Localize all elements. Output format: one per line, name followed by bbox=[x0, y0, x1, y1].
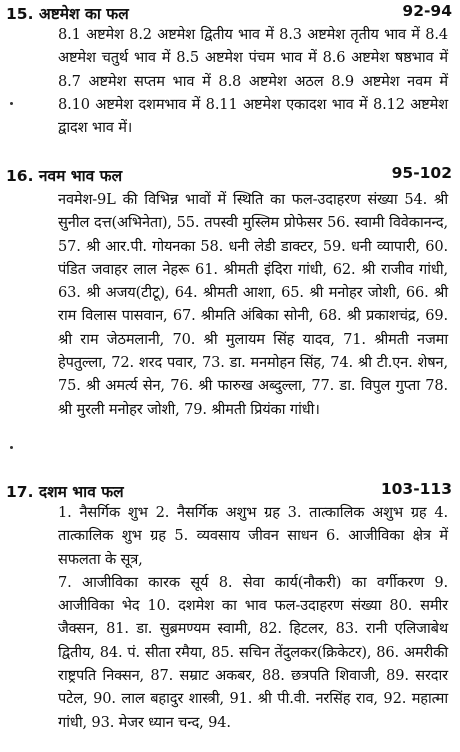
section-title: 15. अष्टमेश का फल bbox=[6, 5, 129, 23]
page-range: 95-102 bbox=[391, 164, 452, 182]
section-body-part-2: 7. आजीविका कारक सूर्य 8. सेवा कार्य(नौकरी) का वर्गीकरण 9. आजीविका भेद 10. दशमेश का भाव फल-उदाहरण संख्या 80. समीर जैक्सन, 81. डा. सुब्रमण्यम स्वामी, 82. हिटलर, 83. रानी एलिजाबेथ द्वितीय, 84. पं. सीता रमैया, 85. सचिन तेंदुलकर(क्रिकेटर), 86. अमरीकी राष्ट्रपति निक्सन, 87. सम्राट अकबर, 88. छत्रपति शिवाजी, 89. सरदार पटेल, 90. लाल बहादुर शास्त्री, 91. श्री पी.वी. नरसिंह राव, 92. महात्मा गांधी, 93. मेजर ध्यान चन्द, 94. bbox=[58, 573, 449, 731]
section-body bbox=[58, 501, 448, 734]
section-heading bbox=[0, 164, 460, 184]
section-body: नवमेश-9L की विभिन्न भावों में स्थिति का फल-उदाहरण संख्या 54. श्री सुनील दत्त(अभिनेता), 55. तपस्वी मुस्लिम प्रोफेसर 56. स्वामी विवेकानन्द, 57. श्री आर.पी. गोयनका 58. धनी लेडी डाक्टर, 59. धनी व्यापारी, 60. पंडित जवाहर लाल नेहरू 61. श्रीमती इंदिरा गांधी, 62. श्री राजीव गांधी, 63. श्री अजय(टीटू), 64. श्रीमती आशा, 65. श्री मनोहर जोशी, 66. श्री राम विलास पासवान, 67. श्रीमति अंबिका सोनी, 68. श्री प्रकाशचंद्र, 69. श्री राम जेठमलानी, 70. श्री मुलायम सिंह यादव, 71. श्रीमती नजमा हेपतुल्ला, 72. शरद पवार, 73. डा. मनमोहन सिंह, 74. श्री टी.एन. शेषन, 75. श्री अमर्त्य सेन, 76. श्री फारुख अब्दुल्ला, 77. डा. विपुल गुप्ता 78. श्री मुरली मनोहर जोशी, 79. श्रीमती प्रियंका गांधी। bbox=[58, 191, 448, 418]
section-body: 8.1 अष्टमेश 8.2 अष्टमेश द्वितीय भाव में 8.3 अष्टमेश तृतीय भाव में 8.4 अष्टमेश चतुर्थ भाव में 8.5 अष्टमेश पंचम भाव में 8.6 अष्टमेश षष्ठभाव में 8.7 अष्टमेश सप्तम भाव में 8.8 अष्टमेश अठल 8.9 अष्टमेश नवम में 8.10 अष्टमेश दशमभाव में 8.11 अष्टमेश एकादश भाव में 8.12 अष्टमेश द्वादश भाव में। bbox=[58, 26, 448, 137]
section-17 bbox=[0, 480, 460, 731]
section-15 bbox=[0, 2, 460, 137]
section-body-part-1: 1. नैसर्गिक शुभ 2. नैसर्गिक अशुभ ग्रह 3. तात्कालिक अशुभ ग्रह 4. तात्कालिक शुभ ग्रह 5. व्यवसाय जीवन साधन 6. आजीविका क्षेत्र में सफलता के सूत्र, bbox=[58, 504, 448, 568]
section-16 bbox=[0, 164, 460, 418]
margin-mark bbox=[10, 102, 13, 105]
page-range: 92-94 bbox=[402, 2, 452, 20]
page-range: 103-113 bbox=[380, 480, 452, 498]
section-title: 17. दशम भाव फल bbox=[6, 483, 124, 501]
section-title: 16. नवम भाव फल bbox=[6, 167, 123, 185]
margin-mark bbox=[10, 446, 13, 449]
section-heading bbox=[0, 480, 460, 500]
section-heading bbox=[0, 2, 460, 22]
